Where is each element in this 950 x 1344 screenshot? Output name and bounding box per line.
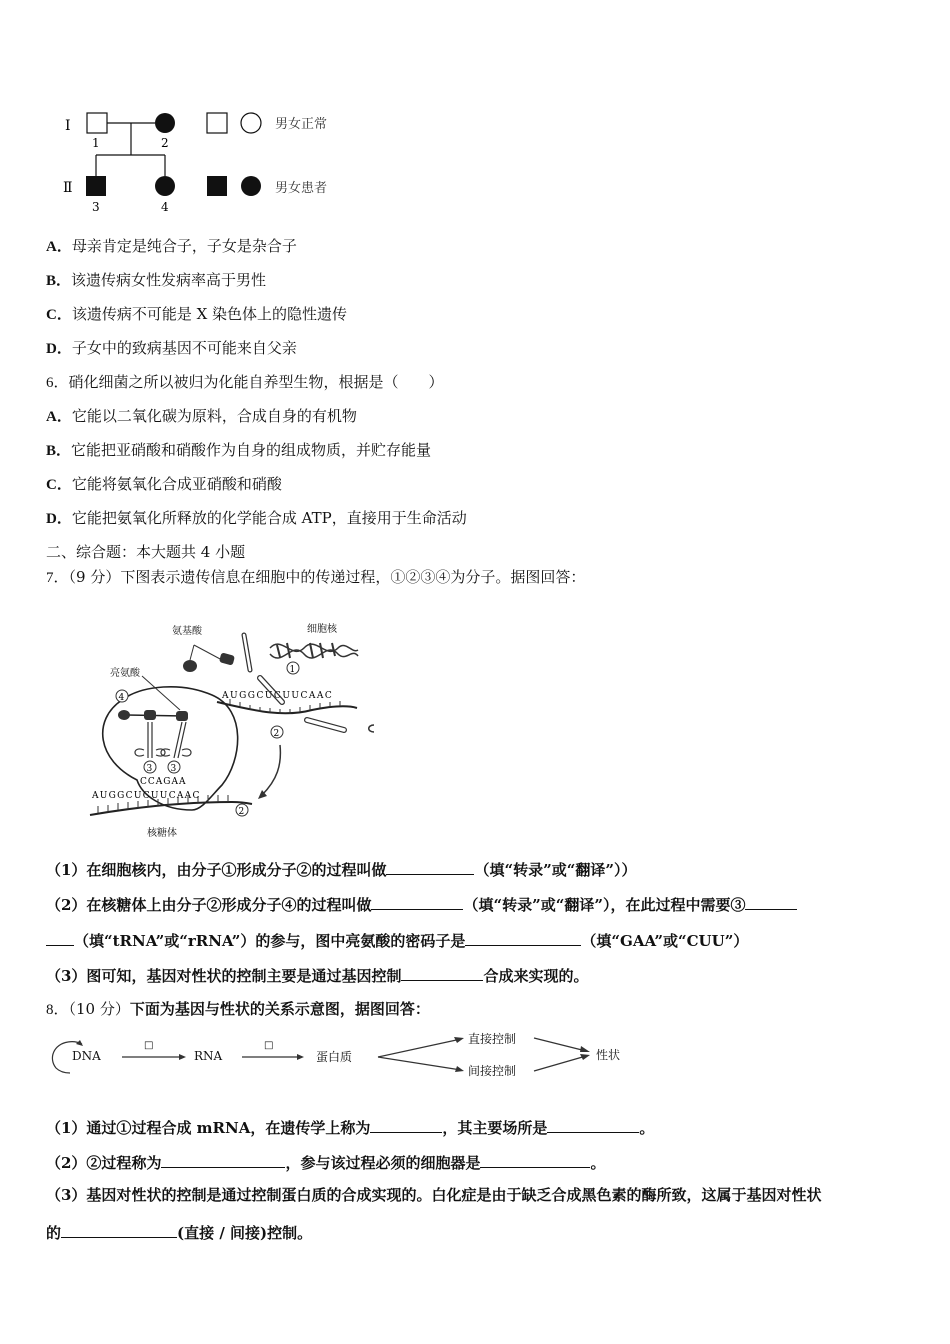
sub-question-hint: （填“转录”或“翻译”））: [474, 861, 637, 879]
svg-text:1: 1: [92, 136, 100, 150]
svg-text:2: 2: [161, 136, 169, 150]
q5-option-c: [46, 304, 347, 325]
direct-control-label: 直接控制: [468, 1032, 517, 1046]
nucleus-label: 细胞核: [307, 624, 337, 635]
step1-marker: □: [144, 1040, 154, 1051]
option-letter: D．: [46, 511, 72, 527]
gene-trait-flow-diagram: [46, 1030, 646, 1082]
sub-question-text: （3）基因对性状的控制是通过控制蛋白质的合成实现的。白化症是由于缺乏合成黑色素的酶所致，这属于基因对性状: [46, 1186, 822, 1204]
q6-stem: [46, 372, 444, 393]
sub-question-text: （3）图可知，基因对性状的控制主要是通过基因控制: [46, 967, 402, 985]
option-text: 该遗传病女性发病率高于男性: [71, 271, 267, 289]
section-heading: 二、综合题：本大题共 4 小题: [46, 543, 246, 561]
svg-text:2: 2: [273, 729, 280, 739]
sub-question-text: （2）②过程称为: [46, 1154, 162, 1172]
q7-sub1: [46, 858, 636, 880]
leucine-label: 亮氨酸: [110, 668, 140, 679]
answer-blank[interactable]: [401, 964, 483, 981]
q6-option-d: [46, 508, 467, 529]
answer-blank[interactable]: [386, 858, 474, 875]
option-text: 子女中的致病基因不可能来自父亲: [71, 339, 297, 357]
q8-sub3-cont: [46, 1221, 312, 1243]
question-score: （10 分）: [68, 1000, 130, 1018]
answer-blank[interactable]: [161, 1151, 285, 1168]
answer-blank[interactable]: [46, 929, 74, 946]
sub-question-text: ，其主要场所是: [442, 1119, 548, 1137]
q5-option-b: [46, 270, 266, 291]
option-letter: B．: [46, 443, 72, 459]
q8-sub1: [46, 1116, 654, 1138]
svg-text:Ⅱ: Ⅱ: [63, 180, 73, 196]
sub-question-text: ，参与该过程必须的细胞器是: [285, 1154, 481, 1172]
option-letter: A．: [46, 409, 72, 425]
amino-acid-label: 氨基酸: [172, 626, 202, 637]
option-letter: C．: [46, 477, 72, 493]
question-score: （9 分）: [68, 568, 121, 586]
question-number: 7．: [46, 570, 69, 586]
q7-sub3: [46, 964, 588, 986]
answer-blank[interactable]: [547, 1116, 639, 1133]
svg-text:4: 4: [118, 693, 125, 703]
svg-text:Ⅰ: Ⅰ: [65, 118, 71, 134]
q8-stem: [46, 999, 430, 1020]
rna-label: RNA: [194, 1049, 223, 1063]
sub-question-text: 的: [46, 1224, 62, 1242]
svg-text:2: 2: [238, 807, 245, 817]
q8-sub2: [46, 1151, 605, 1173]
q5-option-a: [46, 236, 297, 257]
answer-blank[interactable]: [745, 893, 797, 910]
option-text: 母亲肯定是纯合子，子女是杂合子: [71, 237, 297, 255]
sub-question-text: （填“tRNA”或“rRNA”）的参与，图中亮氨酸的密码子是: [74, 932, 466, 950]
q8-sub3: [46, 1185, 821, 1205]
option-text: 该遗传病不可能是 X 染色体上的隐性遗传: [71, 305, 348, 323]
option-letter: B．: [46, 273, 72, 289]
option-text: 它能把氨氧化所释放的化学能合成 ATP，直接用于生命活动: [71, 509, 467, 527]
sub-question-text: 合成来实现的。: [483, 967, 589, 985]
sub-question-text: 。: [639, 1119, 655, 1137]
option-text: 它能将氨氧化合成亚硝酸和硝酸: [71, 475, 282, 493]
gene-expression-diagram: [82, 610, 392, 845]
answer-blank[interactable]: [370, 1116, 442, 1133]
legend-affected-label: 男女患者: [275, 181, 328, 196]
pedigree-chart: [55, 105, 355, 220]
question-text: 下图表示遗传信息在细胞中的传递过程，①②③④为分子。据图回答：: [120, 568, 586, 586]
question-number: 6．: [46, 375, 69, 391]
indirect-control-label: 间接控制: [468, 1064, 517, 1078]
q6-option-c: [46, 474, 282, 495]
sub-question-text: （1）在细胞核内，由分子①形成分子②的过程叫做: [46, 861, 387, 879]
option-letter: D．: [46, 341, 72, 357]
sub-question-text: (直接 / 间接)控制。: [177, 1224, 313, 1242]
anticodons: CCAGAA: [140, 777, 187, 787]
q7-sub2: [46, 893, 797, 915]
protein-label: 蛋白质: [316, 1050, 353, 1064]
question-text: 硝化细菌之所以被归为化能自养型生物，根据是（ ）: [68, 373, 444, 391]
answer-blank[interactable]: [61, 1221, 177, 1238]
sub-question-hint: （填“转录”或“翻译”），在此过程中需要③: [463, 896, 746, 914]
svg-text:3: 3: [92, 200, 100, 214]
svg-text:1: 1: [289, 665, 296, 675]
answer-blank[interactable]: [480, 1151, 590, 1168]
option-text: 它能以二氧化碳为原料，合成自身的有机物: [71, 407, 357, 425]
sub-question-text: （2）在核糖体上由分子②形成分子④的过程叫做: [46, 896, 372, 914]
option-text: 它能把亚硝酸和硝酸作为自身的组成物质，并贮存能量: [71, 441, 432, 459]
q7-stem: [46, 567, 585, 588]
sub-question-text: （1）通过①过程合成 mRNA，在遗传学上称为: [46, 1119, 371, 1137]
dna-label: DNA: [72, 1049, 101, 1063]
dna-helix-icon: [270, 643, 358, 658]
q7-sub2-cont: [46, 929, 748, 951]
question-number: 8．: [46, 1002, 69, 1018]
svg-text:4: 4: [161, 200, 169, 214]
question-text: 下面为基因与性状的关系示意图，据图回答：: [129, 1000, 430, 1018]
svg-text:3: 3: [170, 764, 177, 774]
q6-option-a: [46, 406, 357, 427]
q5-option-d: [46, 338, 297, 359]
option-letter: A．: [46, 239, 72, 255]
ribosome-label: 核糖体: [147, 828, 177, 839]
translation-svg: [82, 610, 392, 845]
mrna-sequence-bottom: AUGGCUCUUCAAC: [92, 791, 201, 801]
answer-blank[interactable]: [371, 893, 463, 910]
sub-question-text: 。: [590, 1154, 606, 1172]
q6-option-b: [46, 440, 431, 461]
step2-marker: □: [264, 1040, 274, 1051]
legend-normal-label: 男女正常: [275, 117, 328, 132]
trait-label: 性状: [596, 1048, 621, 1062]
option-letter: C．: [46, 307, 72, 323]
sub-question-hint: （填“GAA”或“CUU”）: [581, 932, 749, 950]
answer-blank[interactable]: [465, 929, 581, 946]
svg-text:3: 3: [146, 764, 153, 774]
mrna-sequence-top: AUGGCUCUUCAAC: [222, 691, 334, 701]
